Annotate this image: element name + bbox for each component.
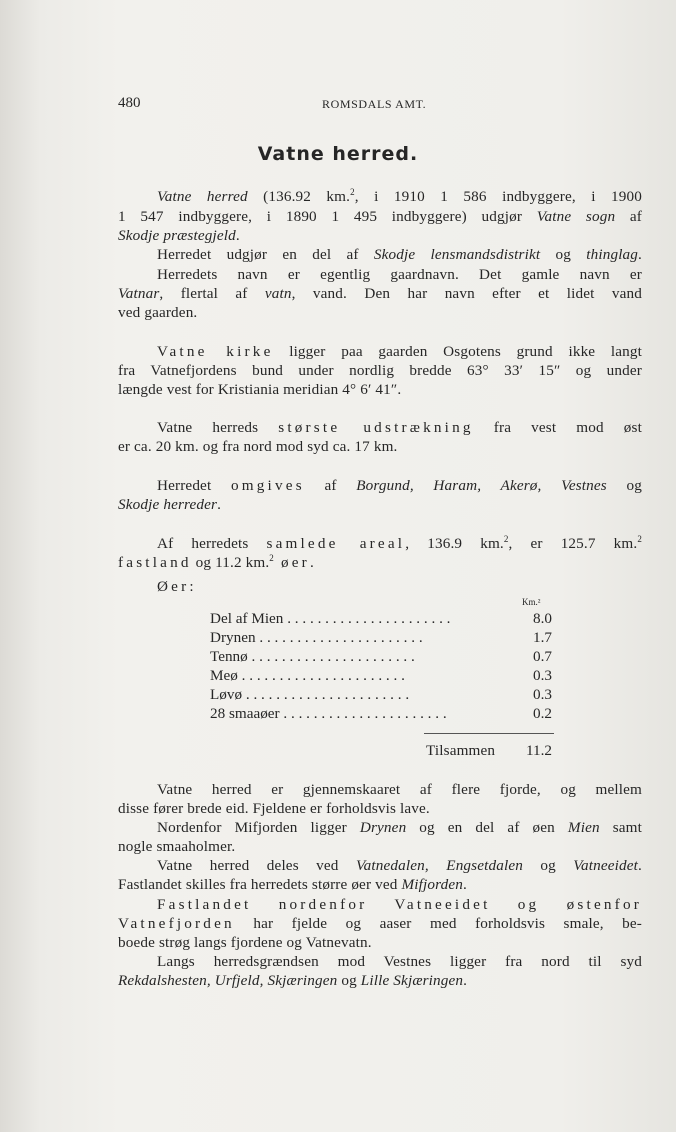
p10-line-2: Fastlandet skilles fra herredets større øer ved Mifjorden. — [118, 876, 467, 893]
p7-line-3: Øer: — [157, 578, 197, 595]
p7-line-1: Af herredets samlede areal, 136.9 km.$^2$, er 125.7 km.$^2$ — [157, 533, 642, 552]
p10-line-1: Vatne herred deles ved Vatnedalen, Engsetdalen og Vatneeidet. — [157, 857, 642, 874]
table-row-value: 0.3 — [533, 667, 552, 684]
table-row-name: Løvø . . . . . . . . . . . . . . . . . . . . . . — [210, 686, 410, 703]
p3-line-2: Vatnar, flertal af vatn, vand. Den har navn efter et lidet vand — [118, 285, 642, 302]
p12-line-2: Rekdalshesten, Urfjeld, Skjæringen og Lille Skjæringen. — [118, 972, 468, 989]
table-row-name: Del af Mien . . . . . . . . . . . . . . . . . . . . . . — [210, 610, 451, 627]
p6-line-1: Herredet omgives af Borgund, Haram, Akerø, Vestnes og — [157, 477, 642, 494]
p5-line-1: Vatne herreds største udstrækning fra vest mod øst — [157, 419, 642, 436]
p1-line-1: Vatne herred (136.92 km.$^2$, i 1910 1 586 indbyggere, i 1900 — [157, 186, 643, 205]
p8-line-1: Vatne herred er gjennemskaaret af flere fjorde, og mellem — [157, 781, 642, 798]
p6-line-2: Skodje herreder. — [118, 496, 222, 513]
table-row-name: Tennø . . . . . . . . . . . . . . . . . . . . . . — [210, 648, 415, 665]
p3-line-1: Herredets navn er egentlig gaardnavn. Det gamle navn er — [157, 266, 642, 283]
p2-line-1: Herredet udgjør en del af Skodje lensmandsdistrikt og thinglag. — [157, 246, 642, 263]
table-row-name: 28 smaaøer . . . . . . . . . . . . . . . . . . . . . . — [210, 705, 447, 722]
p4-line-1: Vatne kirke ligger paa gaarden Osgotens grund ikke langt — [157, 343, 642, 360]
p8-line-2: disse fører brede eid. Fjeldene er forholdsvis lave. — [118, 800, 430, 817]
table-row-name: Drynen . . . . . . . . . . . . . . . . . . . . . . — [210, 629, 423, 646]
table-row-value: 1.7 — [533, 629, 552, 646]
p11-line-1: Fastlandet nordenfor Vatneeidet og østenfor — [157, 896, 642, 913]
table-unit: Km.² — [522, 597, 541, 607]
total-value: 11.2 — [525, 742, 552, 759]
p9-line-1: Nordenfor Mifjorden ligger Drynen og en del af øen Mien samt — [157, 819, 642, 836]
section-title: Vatne herred. — [257, 143, 419, 165]
table-row-value: 0.3 — [533, 686, 552, 703]
p11-line-3: boede strøg langs fjordene og Vatnevatn. — [118, 934, 372, 951]
table-row-value: 0.7 — [533, 648, 552, 665]
p1-line-2: 1 547 indbyggere, i 1890 1 495 indbyggere) udgjør Vatne sogn af — [118, 208, 642, 225]
p3-line-3: ved gaarden. — [118, 304, 198, 321]
p1-line-3: Skodje præstegjeld. — [118, 227, 240, 244]
p12-line-1: Langs herredsgrændsen mod Vestnes ligger fra nord til syd — [157, 953, 642, 970]
p9-line-2: nogle smaaholmer. — [118, 838, 236, 855]
p5-line-2: er ca. 20 km. og fra nord mod syd ca. 17 km. — [118, 438, 398, 455]
sum-rule — [424, 733, 554, 734]
table-row-name: Meø . . . . . . . . . . . . . . . . . . . . . . — [210, 667, 405, 684]
page-number: 480 — [118, 95, 141, 111]
total-label: Tilsammen — [426, 742, 496, 759]
running-title: ROMSDALS AMT. — [322, 97, 427, 111]
p11-line-2: Vatnefjorden har fjelde og aaser med forholdsvis smale, be- — [118, 915, 642, 932]
table-row-value: 0.2 — [533, 705, 552, 722]
table-row-value: 8.0 — [533, 610, 552, 627]
p7-line-2: fastland og 11.2 km.$^2$ øer. — [118, 552, 314, 571]
p4-line-2: fra Vatnefjordens bund under nordlig bredde 63° 33′ 15″ og under — [118, 362, 642, 379]
p4-line-3: længde vest for Kristiania meridian 4° 6′ 41″. — [118, 381, 402, 398]
